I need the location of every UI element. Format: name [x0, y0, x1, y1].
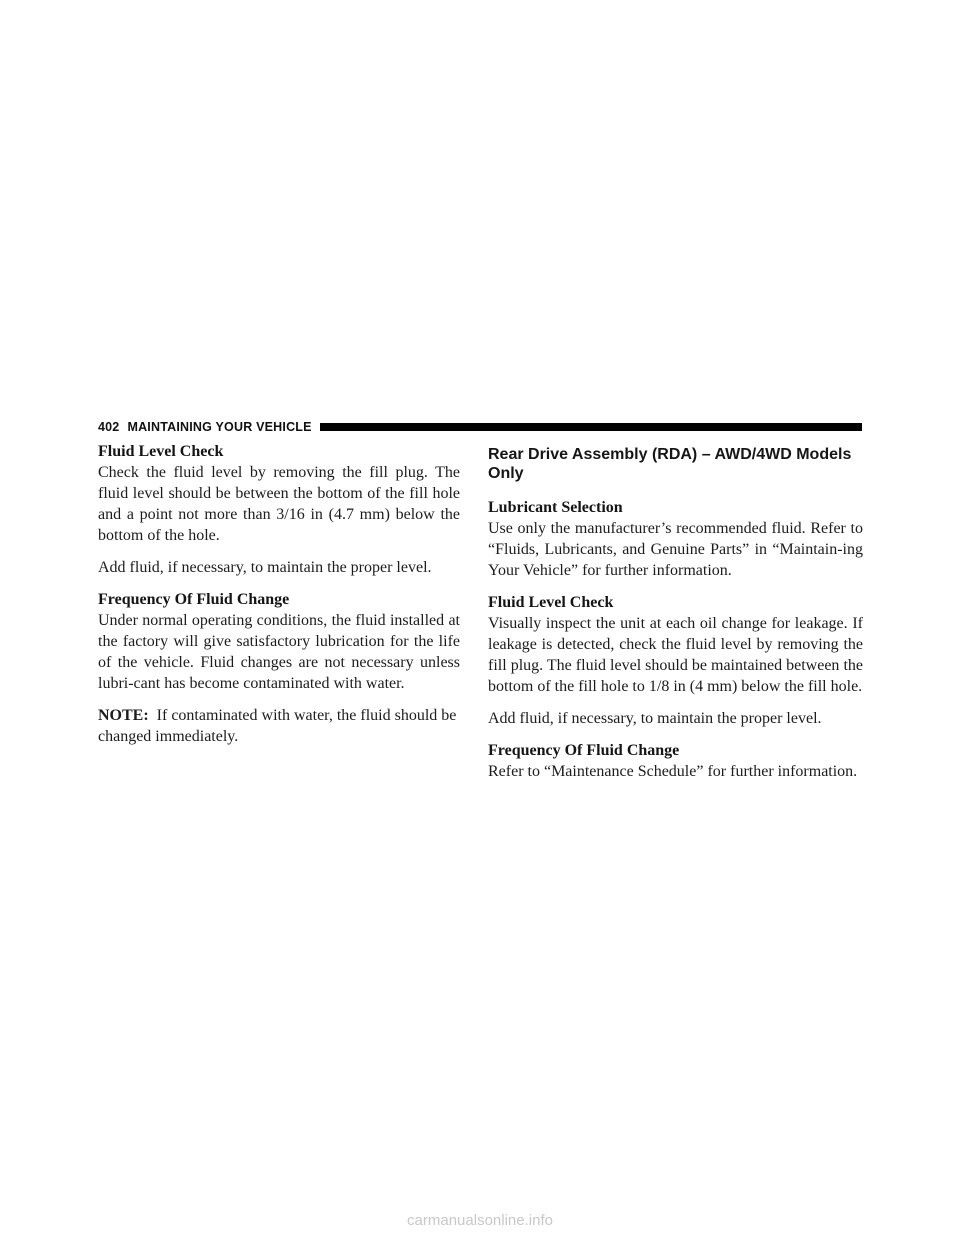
lubricant-text: Use only the manufacturer’s recommended fluid. Refer to “Fluids, Lubricants, and Genuine Parts” in “Maintain-ing Your Vehicle” for further information. — [488, 520, 863, 579]
rda-fluid-level-text: Visually inspect the unit at each oil change for leakage. If leakage is detected, check the fluid level by removing the fill plug. The fluid level should be maintained between the bottom of the fill hole to 1/8 in (4 mm) below the fill hole. — [488, 615, 863, 695]
note-label: NOTE: — [98, 707, 149, 724]
rda-fluid-level-heading: Fluid Level Check — [488, 594, 614, 611]
fluid-level-check-heading: Fluid Level Check — [98, 443, 224, 460]
lubricant-heading: Lubricant Selection — [488, 499, 623, 516]
watermark: carmanualsonline.info — [407, 1212, 553, 1229]
rda-section-title: Rear Drive Assembly (RDA) – AWD/4WD Models Only — [488, 446, 852, 482]
add-fluid-text: Add fluid, if necessary, to maintain the proper level. — [98, 559, 432, 576]
rda-frequency-heading: Frequency Of Fluid Change — [488, 742, 680, 759]
rda-add-fluid-text: Add fluid, if necessary, to maintain the proper level. — [488, 710, 822, 727]
page-number: 402 — [98, 420, 120, 434]
frequency-text: Under normal operating conditions, the fluid installed at the factory will give satisfactory lubrication for the life of the vehicle. Fluid changes are not necessary unless lubri-cant has become contaminated with water. — [98, 612, 460, 692]
section-name: MAINTAINING YOUR VEHICLE — [127, 420, 312, 434]
left-column — [98, 441, 460, 758]
note-text: If contaminated with water, the fluid should be changed immediately. — [98, 707, 457, 745]
note-paragraph — [98, 705, 460, 747]
right-column — [488, 441, 863, 793]
fluid-level-check-text: Check the fluid level by removing the fill plug. The fluid level should be between the bottom of the fill hole and a point not more than 3/16 in (4.7 mm) below the bottom of the hole. — [98, 464, 460, 544]
frequency-heading: Frequency Of Fluid Change — [98, 591, 290, 608]
rda-frequency-text: Refer to “Maintenance Schedule” for further information. — [488, 763, 858, 780]
header-rule — [320, 423, 862, 431]
page-header — [98, 417, 862, 437]
